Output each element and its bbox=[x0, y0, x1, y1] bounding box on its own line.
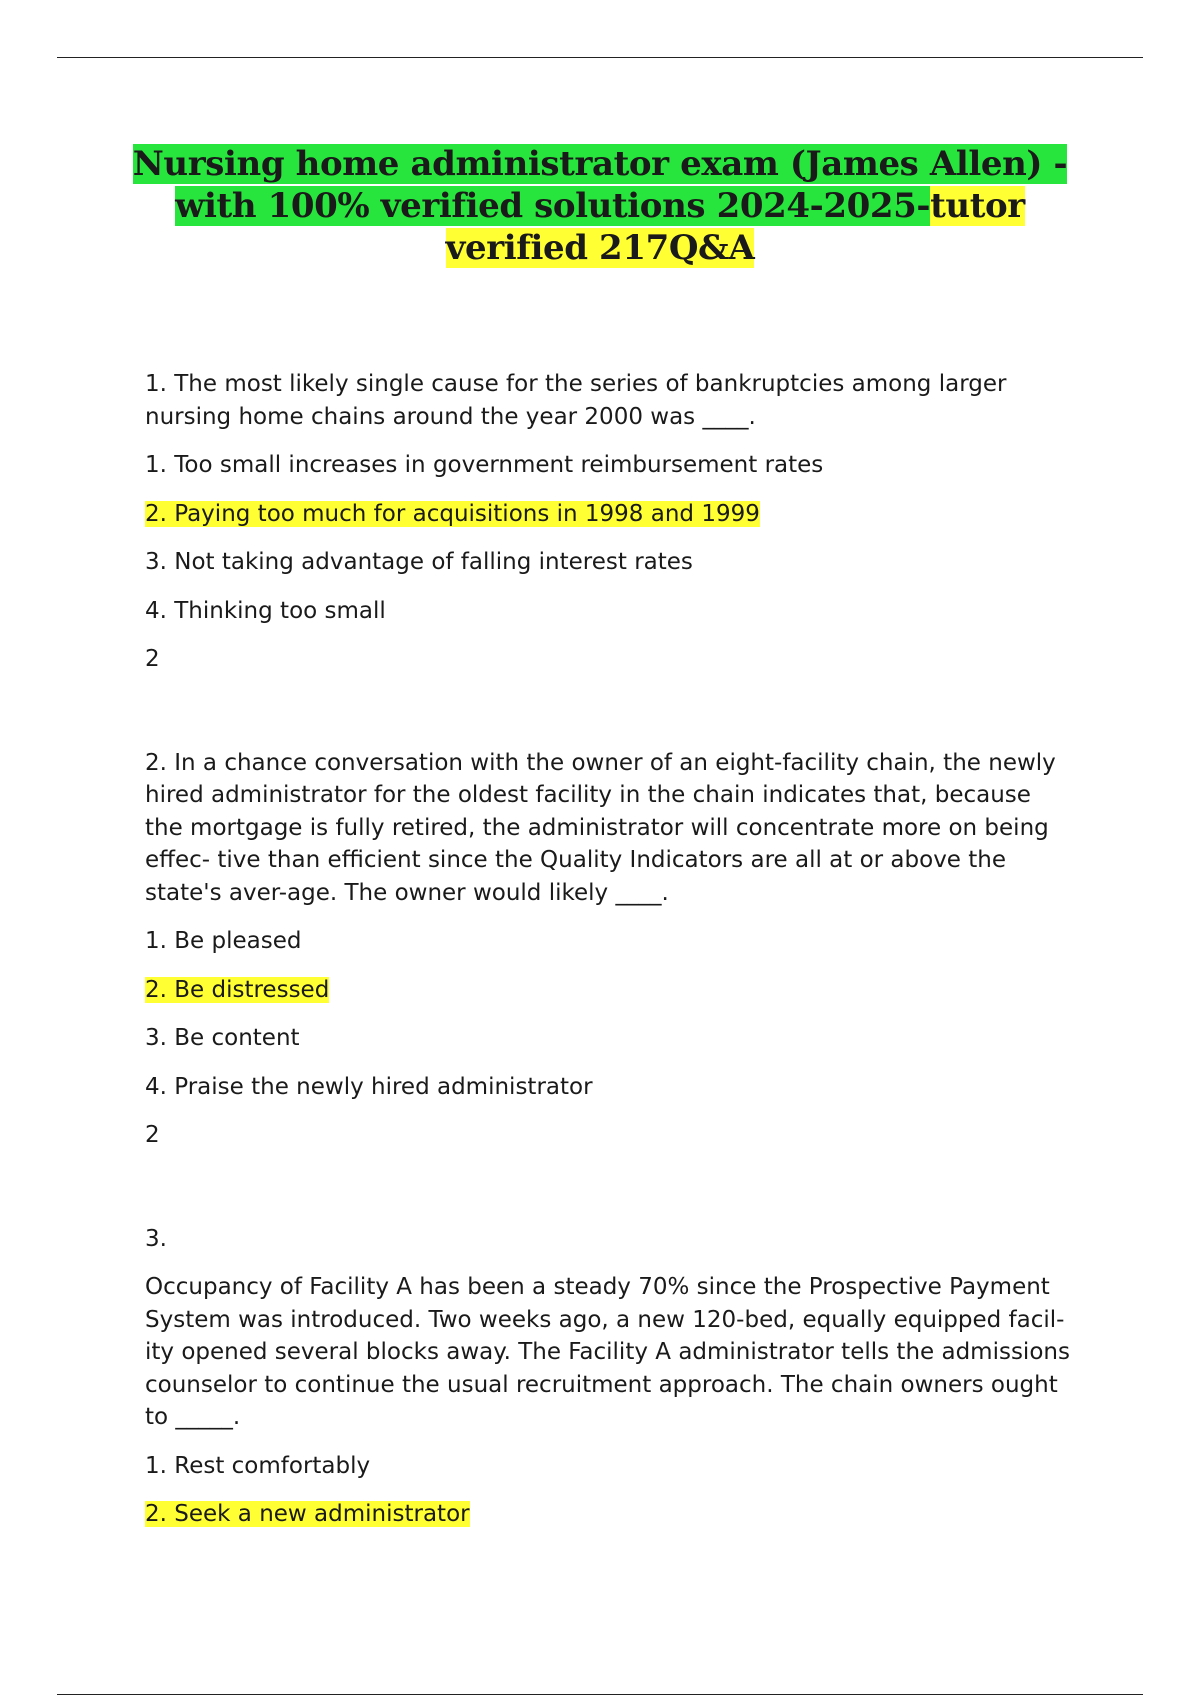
answer-option-text: 3. Be content bbox=[145, 1025, 300, 1051]
answer-option bbox=[145, 595, 1075, 628]
answer-option-text: 2. Be distressed bbox=[145, 976, 330, 1003]
document-title bbox=[100, 143, 1100, 269]
answer-option bbox=[145, 546, 1075, 579]
answer-option bbox=[145, 1450, 1075, 1483]
spacer bbox=[145, 1168, 1075, 1223]
title-highlight-green: Nursing home administrator exam (James Allen) -with 100% verified solutions 2024-2025- bbox=[132, 144, 1068, 226]
answer-option-text: 2. Seek a new administrator bbox=[145, 1501, 470, 1527]
answer-key: 2 bbox=[145, 646, 160, 672]
top-rule bbox=[57, 57, 1143, 58]
answer-option bbox=[145, 449, 1075, 482]
question-stem: Occupancy of Facility A has been a steady 70% since the Prospective Payment System was introduced. Two weeks ago, a new 120-bed, equally equipped facil- ity opened several blocks away. The Facility A administrator tells the admissions counselor to continue the usual recruitment approach. The chain owners ought to _____. bbox=[145, 1274, 1070, 1430]
question-block bbox=[145, 747, 1075, 1152]
answer-option-text: 1. Rest comfortably bbox=[145, 1452, 371, 1479]
answer-option-correct bbox=[145, 1498, 1075, 1531]
answer-option-text: 4. Praise the newly hired administrator bbox=[145, 1073, 593, 1100]
spacer bbox=[145, 692, 1075, 747]
answer-option-text: 4. Thinking too small bbox=[145, 597, 386, 624]
answer-option-text: 1. Be pleased bbox=[145, 928, 302, 954]
answer-option bbox=[145, 1022, 1075, 1055]
answer-option-text: 1. Too small increases in government reimbursement rates bbox=[145, 452, 824, 478]
answer-option-text: 2. Paying too much for acquisitions in 1998 and 1999 bbox=[145, 500, 760, 527]
answer-option-correct bbox=[145, 498, 1075, 531]
answer-option bbox=[145, 1071, 1075, 1104]
bottom-rule bbox=[57, 1694, 1143, 1695]
answer-key: 2 bbox=[145, 1122, 160, 1148]
question-block bbox=[145, 368, 1075, 676]
title-highlight-yellow: tutor verified 217Q&A bbox=[445, 186, 1025, 268]
answer-option-correct bbox=[145, 974, 1075, 1007]
question-number: 3. bbox=[145, 1225, 167, 1252]
question-stem: 1. The most likely single cause for the series of bankruptcies among larger nursing home chains around the year 2000 was ____. bbox=[145, 371, 1007, 430]
answer-option-text: 3. Not taking advantage of falling interest rates bbox=[145, 549, 693, 575]
question-block bbox=[145, 1223, 1075, 1531]
document-body bbox=[145, 368, 1075, 1547]
question-stem: 2. In a chance conversation with the owner of an eight-facility chain, the newly hired administrator for the oldest facility in the chain indicates that, because the mortgage is fully retired, the administrator will concentrate more on being effec- tive than efficient since the Quality Indicators are all at or above the state's aver-age. The owner would likely ____. bbox=[145, 749, 1056, 906]
answer-option bbox=[145, 925, 1075, 958]
